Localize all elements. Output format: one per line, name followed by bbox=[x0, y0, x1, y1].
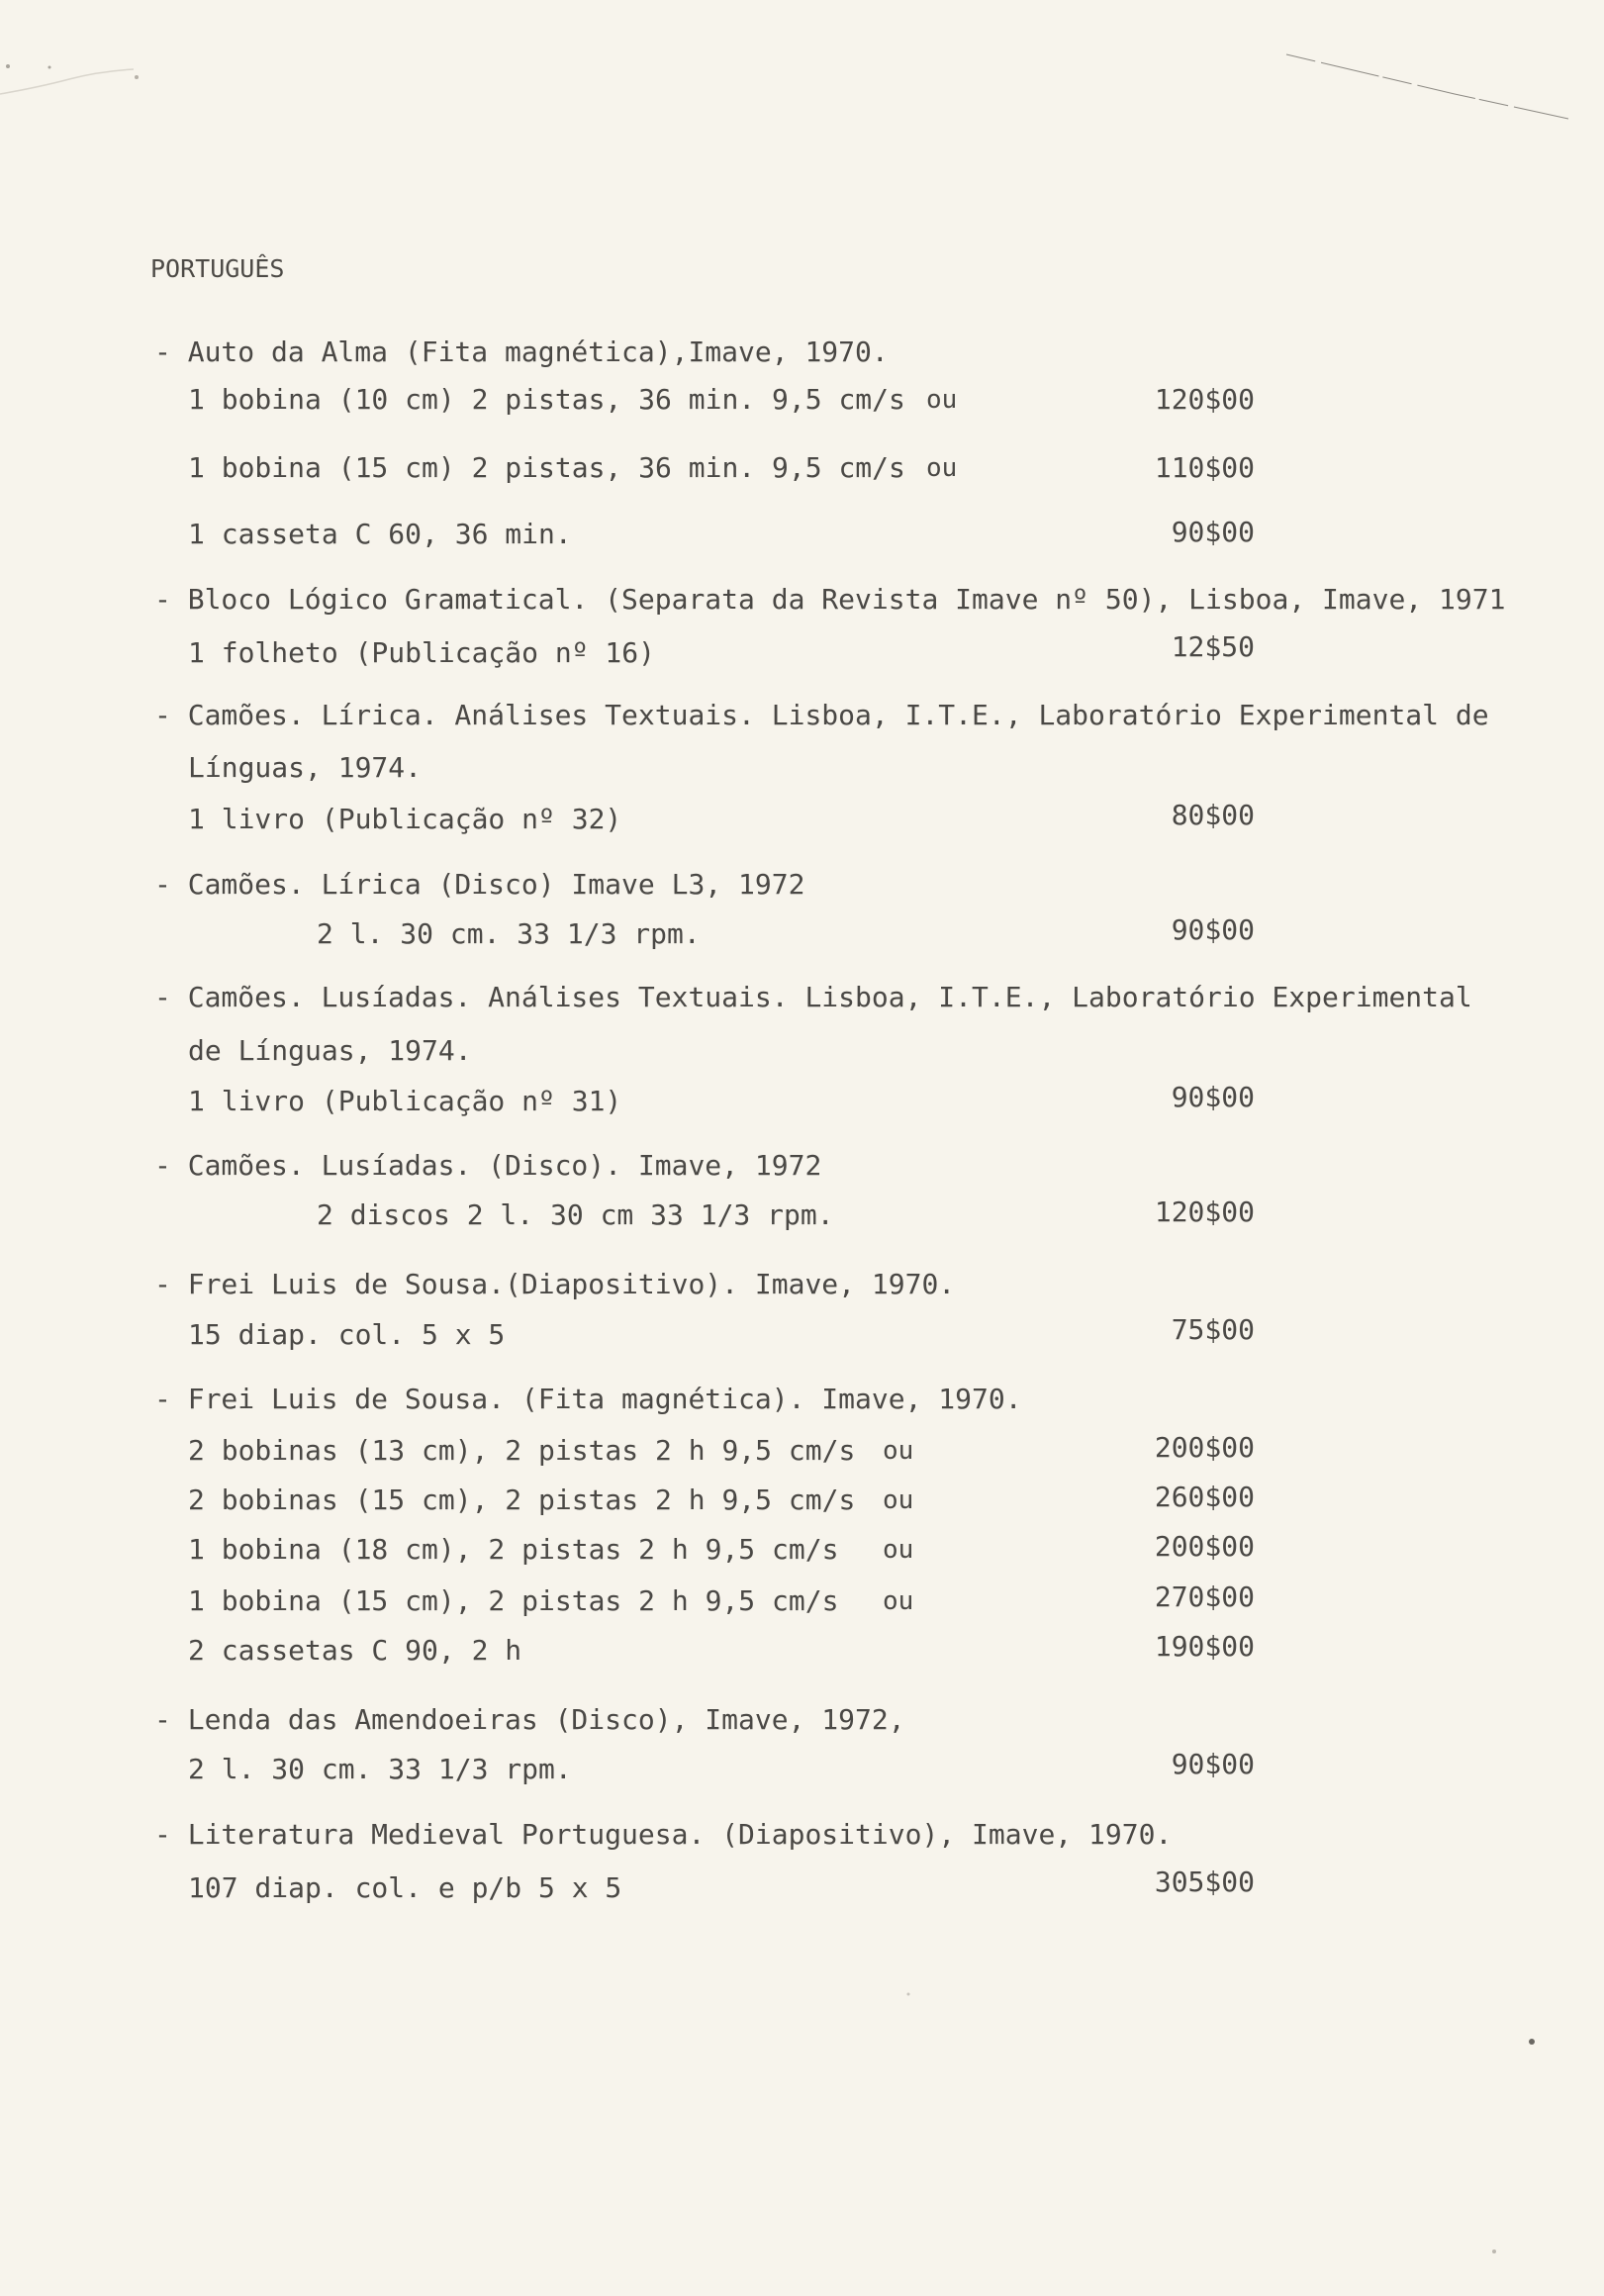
entry-title-continuation: Línguas, 1974. bbox=[188, 751, 423, 784]
entry-item-price: 12$50 bbox=[1171, 630, 1255, 663]
entry-item: 2 l. 30 cm. 33 1/3 rpm. bbox=[317, 917, 701, 950]
entry-item-price: 260$00 bbox=[1154, 1481, 1255, 1513]
section-heading: PORTUGUÊS bbox=[150, 254, 285, 283]
entry-item: 1 bobina (15 cm) 2 pistas, 36 min. 9,5 cm/s bbox=[188, 451, 905, 484]
entry-item: 2 discos 2 l. 30 cm 33 1/3 rpm. bbox=[317, 1198, 834, 1231]
entry-item-price: 75$00 bbox=[1171, 1313, 1255, 1346]
entry-item: 2 l. 30 cm. 33 1/3 rpm. bbox=[188, 1753, 572, 1785]
entry-title: - Bloco Lógico Gramatical. (Separata da Revista Imave nº 50), Lisboa, Imave, 1971 bbox=[154, 583, 1506, 616]
entry-item: 1 livro (Publicação nº 32) bbox=[188, 803, 622, 835]
entry-item: 1 casseta C 60, 36 min. bbox=[188, 518, 572, 550]
entry-item-note: ou bbox=[883, 1436, 914, 1466]
entry-title: - Camões. Lusíadas. Análises Textuais. Lisboa, I.T.E., Laboratório Experimental bbox=[154, 981, 1472, 1013]
entry-item: 1 livro (Publicação nº 31) bbox=[188, 1085, 622, 1117]
entry-item-note: ou bbox=[883, 1535, 914, 1565]
entry-item-price: 90$00 bbox=[1171, 913, 1255, 946]
entry-item: 1 bobina (18 cm), 2 pistas 2 h 9,5 cm/s bbox=[188, 1533, 839, 1566]
entry-item-price: 80$00 bbox=[1171, 799, 1255, 831]
entry-title: - Camões. Lusíadas. (Disco). Imave, 1972 bbox=[154, 1149, 822, 1182]
entry-title: - Camões. Lírica. Análises Textuais. Lisboa, I.T.E., Laboratório Experimental de bbox=[154, 699, 1489, 731]
entry-item: 2 cassetas C 90, 2 h bbox=[188, 1634, 522, 1667]
entry-title: - Lenda das Amendoeiras (Disco), Imave, 1972, bbox=[154, 1703, 905, 1736]
entry-item-price: 200$00 bbox=[1154, 1431, 1255, 1464]
entry-title: - Literatura Medieval Portuguesa. (Diapositivo), Imave, 1970. bbox=[154, 1818, 1173, 1851]
entry-item-note: ou bbox=[883, 1485, 914, 1515]
entry-title: - Auto da Alma (Fita magnética),Imave, 1970. bbox=[154, 335, 889, 368]
entry-item-price: 120$00 bbox=[1154, 383, 1255, 416]
entry-item-note: ou bbox=[883, 1586, 914, 1616]
entry-item-price: 190$00 bbox=[1154, 1630, 1255, 1663]
entry-item: 15 diap. col. 5 x 5 bbox=[188, 1318, 506, 1351]
entry-item: 1 folheto (Publicação nº 16) bbox=[188, 636, 656, 669]
entry-title: - Camões. Lírica (Disco) Imave L3, 1972 bbox=[154, 868, 805, 901]
entry-title: - Frei Luis de Sousa. (Fita magnética). Imave, 1970. bbox=[154, 1383, 1022, 1415]
entry-item-price: 305$00 bbox=[1154, 1866, 1255, 1898]
entry-item-price: 120$00 bbox=[1154, 1196, 1255, 1228]
entry-title: - Frei Luis de Sousa.(Diapositivo). Imave, 1970. bbox=[154, 1268, 956, 1300]
entry-item-price: 90$00 bbox=[1171, 516, 1255, 548]
entry-item-price: 270$00 bbox=[1154, 1580, 1255, 1613]
entry-item: 107 diap. col. e p/b 5 x 5 bbox=[188, 1871, 622, 1904]
entry-item-note: ou bbox=[926, 385, 958, 415]
entry-item: 2 bobinas (15 cm), 2 pistas 2 h 9,5 cm/s bbox=[188, 1483, 856, 1516]
entry-item-price: 90$00 bbox=[1171, 1081, 1255, 1113]
entry-item-price: 90$00 bbox=[1171, 1748, 1255, 1780]
entry-item: 1 bobina (15 cm), 2 pistas 2 h 9,5 cm/s bbox=[188, 1584, 839, 1617]
entry-item-price: 200$00 bbox=[1154, 1530, 1255, 1563]
entry-item-price: 110$00 bbox=[1154, 451, 1255, 484]
entry-item: 2 bobinas (13 cm), 2 pistas 2 h 9,5 cm/s bbox=[188, 1434, 856, 1467]
entry-item-note: ou bbox=[926, 453, 958, 483]
entry-title-continuation: de Línguas, 1974. bbox=[188, 1034, 472, 1067]
entry-item: 1 bobina (10 cm) 2 pistas, 36 min. 9,5 cm/s bbox=[188, 383, 905, 416]
